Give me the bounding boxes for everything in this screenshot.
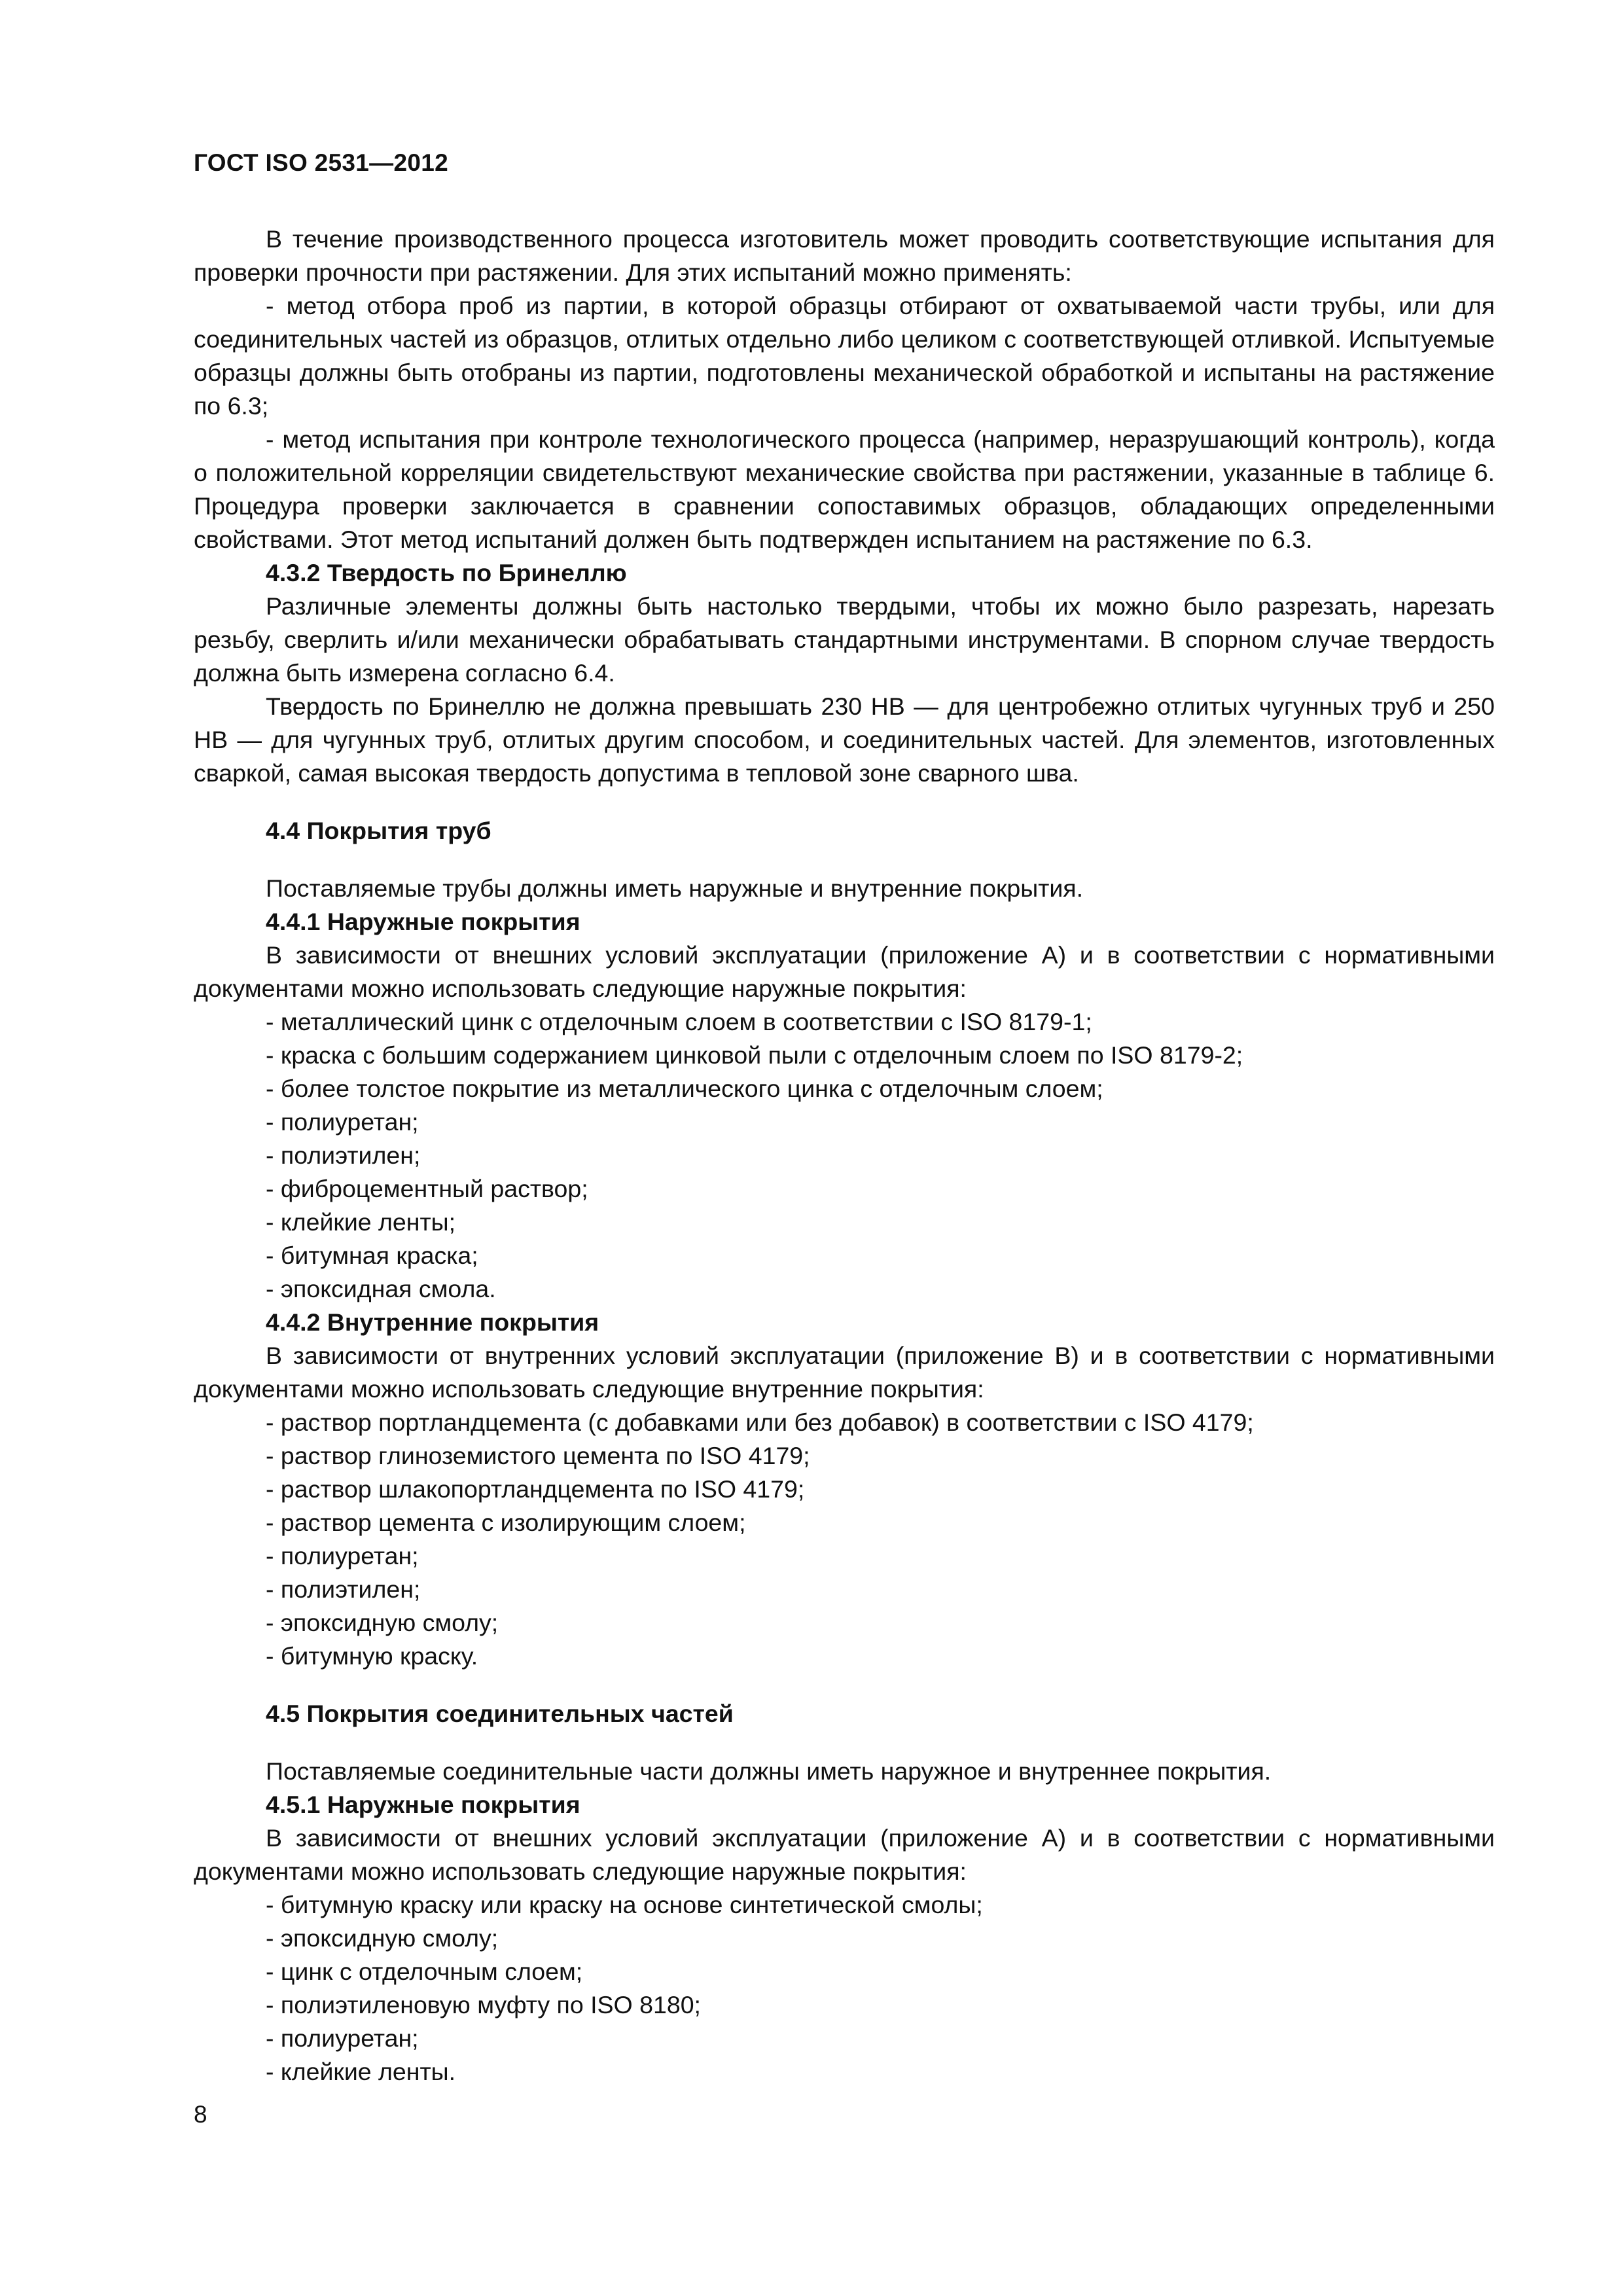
bullet-list-4-5-1	[194, 1888, 1495, 2089]
paragraph: Поставляемые соединительные части должны иметь наружное и внутреннее покрытия.	[266, 1757, 1272, 1785]
list-item: - полиэтиленовую муфту по ISO 8180;	[266, 1991, 701, 2018]
list-item: - более толстое покрытие из металлического цинка с отделочным слоем;	[266, 1075, 1103, 1102]
paragraph: Поставляемые трубы должны иметь наружные и внутренние покрытия.	[266, 874, 1084, 902]
paragraph: Различные элементы должны быть настолько твердыми, чтобы их можно было разрезать, нарезать резьбу, сверлить и/или механически обрабатывать стандартными инструментами. В спорном случае твердость должна быть измерена согласно 6.4.	[194, 592, 1495, 687]
bullet-list-4-4-2	[194, 1406, 1495, 1673]
list-item: - фиброцементный раствор;	[266, 1175, 588, 1202]
document-header: ГОСТ ISO 2531—2012	[194, 149, 448, 176]
section-heading-4-4-2: 4.4.2 Внутренние покрытия	[266, 1308, 599, 1336]
paragraph: В зависимости от внутренних условий эксплуатации (приложение В) и в соответствии с нормативными документами можно использовать следующие внутренние покрытия:	[194, 1342, 1495, 1403]
paragraph: Твердость по Бринеллю не должна превышать 230 НВ — для центробежно отлитых чугунных труб и 250 НВ — для чугунных труб, отлитых другим способом, и соединительных частей. Для элементов, изготовленных сваркой, самая высокая твердость допустима в тепловой зоне сварного шва.	[194, 692, 1495, 787]
bullet-list-4-4-1	[194, 1005, 1495, 1306]
list-item: - краска с большим содержанием цинковой пыли с отделочным слоем по ISO 8179-2;	[266, 1041, 1243, 1069]
section-heading-4-4: 4.4 Покрытия труб	[266, 817, 491, 844]
paragraph: В течение производственного процесса изготовитель может проводить соответствующие испытания для проверки прочности при растяжении. Для этих испытаний можно применять:	[194, 225, 1495, 286]
section-heading-4-3-2: 4.3.2 Твердость по Бринеллю	[266, 559, 627, 586]
list-item: - полиэтилен;	[266, 1575, 421, 1603]
paragraph: - метод испытания при контроле технологического процесса (например, неразрушающий контроль), когда о положительной корреляции свидетельствуют механические свойства при растяжении, указанные в таблице 6. Процедура проверки заключается в сравнении сопоставимых образцов, обладающих определенными свойствами. Этот метод испытаний должен быть подтвержден испытанием на растяжение по 6.3.	[194, 425, 1495, 553]
list-item: - эпоксидную смолу;	[266, 1609, 499, 1636]
list-item: - раствор шлакопортландцемента по ISO 4179;	[266, 1475, 805, 1503]
list-item: - битумную краску или краску на основе синтетической смолы;	[266, 1891, 983, 1918]
list-item: - битумную краску.	[266, 1642, 478, 1670]
section-heading-4-5: 4.5 Покрытия соединительных частей	[266, 1700, 734, 1727]
document-body	[194, 223, 1495, 2089]
paragraph: В зависимости от внешних условий эксплуатации (приложение А) и в соответствии с нормативными документами можно использовать следующие наружные покрытия:	[194, 1824, 1495, 1885]
paragraph: В зависимости от внешних условий эксплуатации (приложение А) и в соответствии с нормативными документами можно использовать следующие наружные покрытия:	[194, 941, 1495, 1002]
list-item: - клейкие ленты.	[266, 2058, 456, 2085]
list-item: - цинк с отделочным слоем;	[266, 1958, 583, 1985]
list-item: - металлический цинк с отделочным слоем в соответствии с ISO 8179-1;	[266, 1008, 1092, 1035]
list-item: - полиуретан;	[266, 2024, 419, 2052]
list-item: - эпоксидная смола.	[266, 1275, 496, 1302]
paragraph: - метод отбора проб из партии, в которой образцы отбирают от охватываемой части трубы, или для соединительных частей из образцов, отлитых отдельно либо целиком с соответствующей отливкой. Испытуемые образцы должны быть отобраны из партии, подготовлены механической обработкой и испытаны на растяжение по 6.3;	[194, 292, 1495, 420]
list-item: - раствор цемента с изолирующим слоем;	[266, 1509, 746, 1536]
list-item: - полиуретан;	[266, 1108, 419, 1136]
section-heading-4-5-1: 4.5.1 Наружные покрытия	[266, 1791, 580, 1818]
list-item: - раствор глиноземистого цемента по ISO 4179;	[266, 1442, 810, 1469]
page-number: 8	[194, 2101, 207, 2128]
list-item: - полиуретан;	[266, 1542, 419, 1570]
list-item: - клейкие ленты;	[266, 1208, 456, 1236]
section-heading-4-4-1: 4.4.1 Наружные покрытия	[266, 908, 580, 935]
list-item: - битумная краска;	[266, 1242, 478, 1269]
list-item: - раствор портландцемента (с добавками или без добавок) в соответствии с ISO 4179;	[266, 1408, 1254, 1436]
list-item: - эпоксидную смолу;	[266, 1924, 499, 1952]
list-item: - полиэтилен;	[266, 1141, 421, 1169]
